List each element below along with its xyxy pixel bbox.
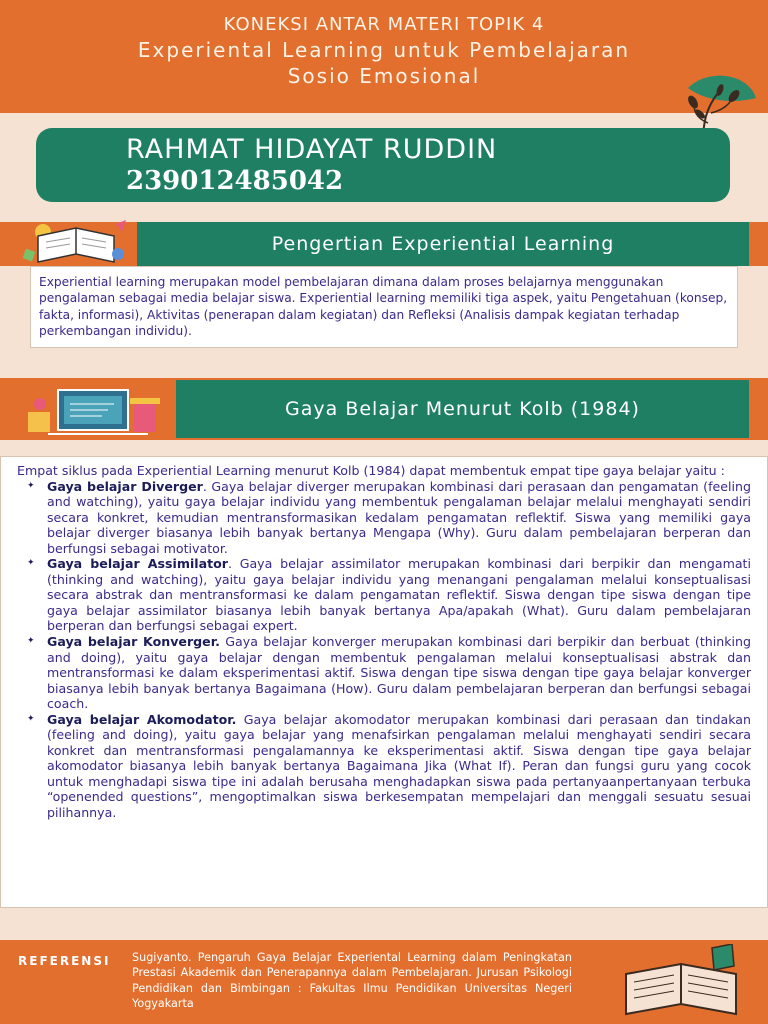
reference-label: REFERENSI xyxy=(18,954,111,968)
learning-style-list xyxy=(17,479,751,821)
reference-text: Sugiyanto. Pengaruh Gaya Belajar Experiental Learning dalam Peningkatan Prestasi Akademik dan Penerapannya dalam Pembelajaran. Jurusan Psikologi Pendidikan dan Bimbingan : Fakultas Ilmu Pendidikan Universitas Negeri Yogyakarta xyxy=(132,951,572,1011)
author-name: RAHMAT HIDAYAT RUDDIN xyxy=(126,134,498,165)
author-card xyxy=(36,128,730,202)
page-title: Experiental Learning untuk Pembelajaran xyxy=(137,38,631,62)
style-term: Gaya belajar Diverger xyxy=(47,478,203,494)
list-item xyxy=(47,479,751,557)
classroom-icon xyxy=(18,382,168,442)
author-id: 239012485042 xyxy=(126,166,344,196)
section-title: Gaya Belajar Menurut Kolb (1984) xyxy=(176,380,749,438)
list-item xyxy=(47,634,751,712)
list-item xyxy=(47,556,751,634)
page-subtitle: Sosio Emosional xyxy=(287,64,481,88)
style-description: . Gaya belajar diverger merupakan kombinasi dari perasaan dan pengamatan (feeling and watching), yaitu gaya belajar individu yang membentuk pengalaman belajar melalui menghayati sendiri secara konkret, kemudian mentransformasikan kedalam pengamatan reflektif. Siswa yang memiliki gaya belajar diverger biasanya lebih banyak bertanya Mengapa (Why). Guru dalam pembelajaran berperan dan berfungsi sebagai motivator. xyxy=(47,478,751,556)
style-description: Gaya belajar akomodator merupakan kombinasi dari perasaan dan tindakan (feeling and doing), yaitu gaya belajar yang menafsirkan pengalaman melalui menghayati sendiri secara konkret dan mentransformasi pengalamannya ke eksperimentasi aktif. Siswa dengan tipe gaya belajar akomodator biasanya lebih banyak bertanya Bagaimana Jika (What If). Peran dan fungsi guru yang cocok untuk menghadapi siswa tipe ini adalah berusaha menghadapkan siswa pada pertanyaanpertanyaan terbuka “openended questions”, mengoptimalkan siswa berkesempatan mempelajari dan menggali sesuatu sesuai pilihannya. xyxy=(47,711,751,821)
topic-label: KONEKSI ANTAR MATERI TOPIK 4 xyxy=(223,14,545,35)
section-title: Pengertian Experiential Learning xyxy=(137,222,749,266)
list-item xyxy=(47,712,751,821)
definition-box: Experiential learning merupakan model pembelajaran dimana dalam proses belajarnya menggunakan pengalaman sebagai media belajar siswa. Experiential learning memiliki tiga aspek, yaitu Pengetahuan (konsep, fakta, informasi), Aktivitas (penerapan dalam kegiatan) dan Refleksi (Analisis dampak kegiatan terhadap perkembangan individu). xyxy=(30,266,738,348)
style-description: . Gaya belajar assimilator merupakan kombinasi dari berpikir dan mengamati (thinking and watching), yaitu gaya belajar individu yang menangani pengalaman melalui konseptualisasi secara abstrak dan mentransformasi ke dalam pengamatan reflektif. Siswa dengan tipe siswa dengan tipe gaya belajar assimilator biasanya lebih banyak bertanya Apa/apakah (What). Guru dalam pembelajaran berperan dan berfungsi sebagai expert. xyxy=(47,556,751,634)
style-term: Gaya belajar Konverger. xyxy=(47,634,220,650)
intro-text: Empat siklus pada Experiential Learning menurut Kolb (1984) dapat membentuk empat tipe gaya belajar yaitu : xyxy=(17,463,725,478)
style-term: Gaya belajar Assimilator xyxy=(47,556,228,572)
style-term: Gaya belajar Akomodator. xyxy=(47,711,237,727)
learning-styles-box xyxy=(0,456,768,908)
books-icon xyxy=(18,214,136,272)
style-description: Gaya belajar konverger merupakan kombinasi dari berpikir dan berbuat (thinking and doing), yaitu gaya belajar dengan membentuk pengalaman melalui konseptualisasi abstrak dan mentransformasi ke dalam eksperimentasi aktif. Siswa dengan tipe siswa dengan tipe gaya belajar konverger biasanya lebih banyak bertanya Bagaimana (How). Guru dalam pembelajaran berperan dan berfungsi sebagai coach. xyxy=(47,634,751,712)
open-book-icon xyxy=(616,944,746,1024)
